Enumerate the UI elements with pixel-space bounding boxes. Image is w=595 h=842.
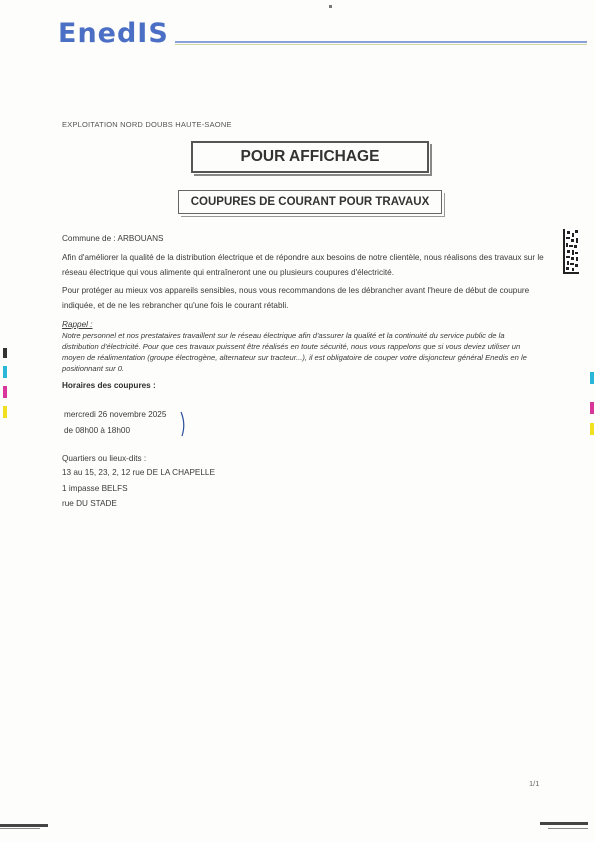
recommendation-paragraph: Pour protéger au mieux vos appareils sensibles, nous vous recommandons de les débrancher avant l'heure de début de coupure indiquée, et de ne les rebrancher qu'une fois le courant rétabli.	[62, 286, 530, 310]
scan-corner-mark	[540, 822, 588, 825]
scan-mark	[590, 402, 594, 414]
street-item: 1 impasse BELFS	[62, 483, 128, 493]
scan-corner-mark	[548, 828, 588, 829]
notice-subtitle: COUPURES DE COURANT POUR TRAVAUX	[190, 196, 430, 208]
scan-mark	[590, 372, 594, 384]
scan-corner-mark	[0, 828, 40, 829]
quartiers-heading: Quartiers ou lieux-dits :	[62, 454, 147, 463]
intro-paragraph: Afin d'améliorer la qualité de la distribution électrique et de répondre aux besoins de notre clientèle, nous réalisons des travaux sur le réseau électrique qui vous alimente qui entraîneront une ou plusieurs coupures d'électricité.	[62, 253, 544, 277]
exploitation-label: EXPLOITATION NORD DOUBS HAUTE-SAONE	[62, 120, 232, 129]
scan-dot	[329, 5, 332, 8]
scan-corner-mark	[0, 824, 48, 827]
street-list	[62, 466, 215, 513]
scan-mark	[3, 366, 7, 378]
outage-date: mercredi 26 novembre 2025	[64, 410, 167, 419]
enedis-logo: EnedIS	[58, 18, 169, 49]
rappel-heading: Rappel :	[62, 320, 93, 329]
notice-title: POUR AFFICHAGE	[240, 148, 380, 165]
header-rule-accent	[175, 44, 587, 45]
scan-mark	[590, 423, 594, 435]
outage-hours: de 08h00 à 18h00	[64, 426, 131, 435]
title-box	[191, 141, 429, 173]
datamatrix-code	[563, 229, 579, 274]
rappel-paragraph: Notre personnel et nos prestataires travaillent sur le réseau électrique afin d'assurer la qualité et la continuité du service public de la distribution d'électricité. Pour que ces travaux puissent être réalisés en toute sécurité, nous vous rappelons que si vous deviez utiliser un moyen de réalimentation (groupe électrogène, alternateur sur tracteur...), il est obligatoire de couper votre disjoncteur général Enedis en le positionnant sur 0.	[62, 331, 527, 373]
scan-mark	[3, 406, 7, 418]
header-rule	[175, 41, 587, 43]
page-number: 1/1	[529, 779, 540, 788]
scan-mark	[3, 386, 7, 398]
subtitle-box	[178, 190, 442, 214]
scan-mark	[3, 348, 7, 358]
horaires-heading: Horaires des coupures :	[62, 381, 156, 390]
hand-drawn-bracket	[180, 411, 188, 437]
street-item: 13 au 15, 23, 2, 12 rue DE LA CHAPELLE	[62, 468, 215, 477]
commune-line: Commune de : ARBOUANS	[62, 234, 164, 243]
street-item: rue DU STADE	[62, 499, 117, 508]
